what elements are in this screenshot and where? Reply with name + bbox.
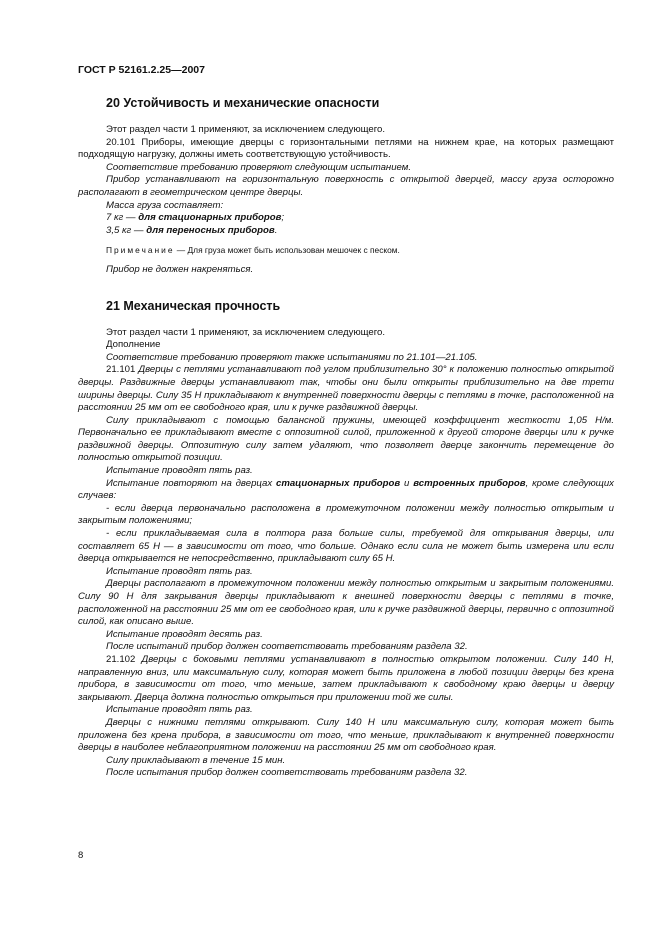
paragraph: Испытание повторяют на дверцах стационарных приборов и встроенных приборов, кроме следующих случаев: — [78, 477, 614, 502]
paragraph: Дополнение — [106, 339, 161, 351]
paragraph: Испытание проводят пять раз. — [106, 704, 253, 716]
paragraph: После испытания прибор должен соответствовать требованиям раздела 32. — [106, 767, 468, 779]
paragraph: Силу прикладывают с помощью балансной пружины, имеющей коэффициент жесткости 1,05 Н/м. Первоначально ее прикладывают вместе с оппозитной силой, приложенной к другой стороне дверцы или к ручке раздвижной дверцы. Оппозитную силу затем удаляют, что позволяет дверце закончить перемещение до полностью открытой позиции. — [78, 414, 614, 464]
paragraph: Масса груза составляет: — [106, 199, 224, 211]
paragraph: Испытание проводят десять раз. — [106, 628, 263, 640]
paragraph: 21.102 Дверцы с боковыми петлями устанавливают в полностью открытом положении. Силу 140 Н, направленную вниз, или максимальную силу, которая может быть приложена в любой позиции дверцы без крена прибора, в зависимости от того, что меньше, затем прикладывают к свободному краю дверцы и дверцу закрывают. Дверца должна полностью открыться при приложении той же силы. — [78, 653, 614, 703]
paragraph: Силу прикладывают в течение 15 мин. — [106, 754, 286, 766]
paragraph: Соответствие требованию проверяют также испытаниями по 21.101—21.105. — [106, 351, 478, 363]
page-content — [78, 96, 614, 780]
paragraph: Дверцы располагают в промежуточном положении между полностью открытым и закрытым положениями. Силу 90 Н для закрывания дверцы прикладывают к внешней поверхности дверцы с петлями в точке, расположенной на расстоянии 25 мм от ее свободного края, или к ручке раздвижной дверцы, первично с оппозитной силой, как описано выше. — [78, 578, 614, 628]
page-number: 8 — [78, 850, 84, 861]
note-label: Примечание — [106, 245, 175, 256]
section-21-title: 21 Механическая прочность — [106, 298, 281, 313]
paragraph: Прибор не должен накреняться. — [106, 263, 254, 275]
paragraph: Этот раздел части 1 применяют, за исключением следующего. — [106, 124, 386, 135]
paragraph: После испытаний прибор должен соответствовать требованиям раздела 32. — [106, 641, 468, 653]
standard-code: ГОСТ Р 52161.2.25—2007 — [78, 64, 205, 76]
list-item: - если дверца первоначально расположена в промежуточном положении между полностью открытым и закрытым положениями; — [78, 502, 614, 527]
paragraph: Испытание проводят пять раз. — [106, 565, 253, 577]
paragraph: Испытание проводят пять раз. — [106, 465, 253, 477]
paragraph: Дверцы с нижними петлями открывают. Силу 140 Н или максимальную силу, которая может быть приложена без крена прибора, в зависимости от того, что меньше, прикладывают к внутренней поверхности дверцы в наиболее неблагоприятном положении на расстоянии 25 мм от свободного края. — [78, 716, 614, 754]
paragraph: 21.101 Дверцы с петлями устанавливают под углом приблизительно 30° к положению полностью открытой дверцы. Раздвижные дверцы устанавливают так, чтобы они были открыты приблизительно на две трети ширины дверцы. Силу 35 Н прикладывают к внутренней поверхности дверцы с петлями в точке, расположенной на расстоянии 25 мм от ее свободного края, или к ручке раздвижной дверцы. — [78, 364, 615, 414]
list-item: - если прикладываемая сила в полтора раза больше силы, требуемой для открывания дверцы, или составляет 65 Н — в зависимости от того, что больше. Однако если сила не может быть измерена или если дверца открывается не непосредственно, прикладывают силу 65 Н. — [78, 528, 614, 565]
note: Примечание — Для груза может быть использован мешочек с песком. — [106, 245, 400, 256]
section-20-title: 20 Устойчивость и механические опасности — [106, 96, 380, 110]
list-item: 3,5 кг — для переносных приборов. — [106, 224, 278, 236]
paragraph: Соответствие требованию проверяют следующим испытанием. — [106, 161, 412, 173]
list-item: 7 кг — для стационарных приборов; — [106, 212, 285, 224]
paragraph: Этот раздел части 1 применяют, за исключением следующего. — [106, 326, 386, 338]
paragraph: 20.101 Приборы, имеющие дверцы с горизонтальными петлями на нижнем крае, на которых размещают подходящую нагрузку, должны иметь соответствующую устойчивость. — [78, 136, 614, 161]
paragraph: Прибор устанавливают на горизонтальную поверхность с открытой дверцей, массу груза осторожно располагают в геометрическом центре дверцы. — [78, 174, 614, 198]
